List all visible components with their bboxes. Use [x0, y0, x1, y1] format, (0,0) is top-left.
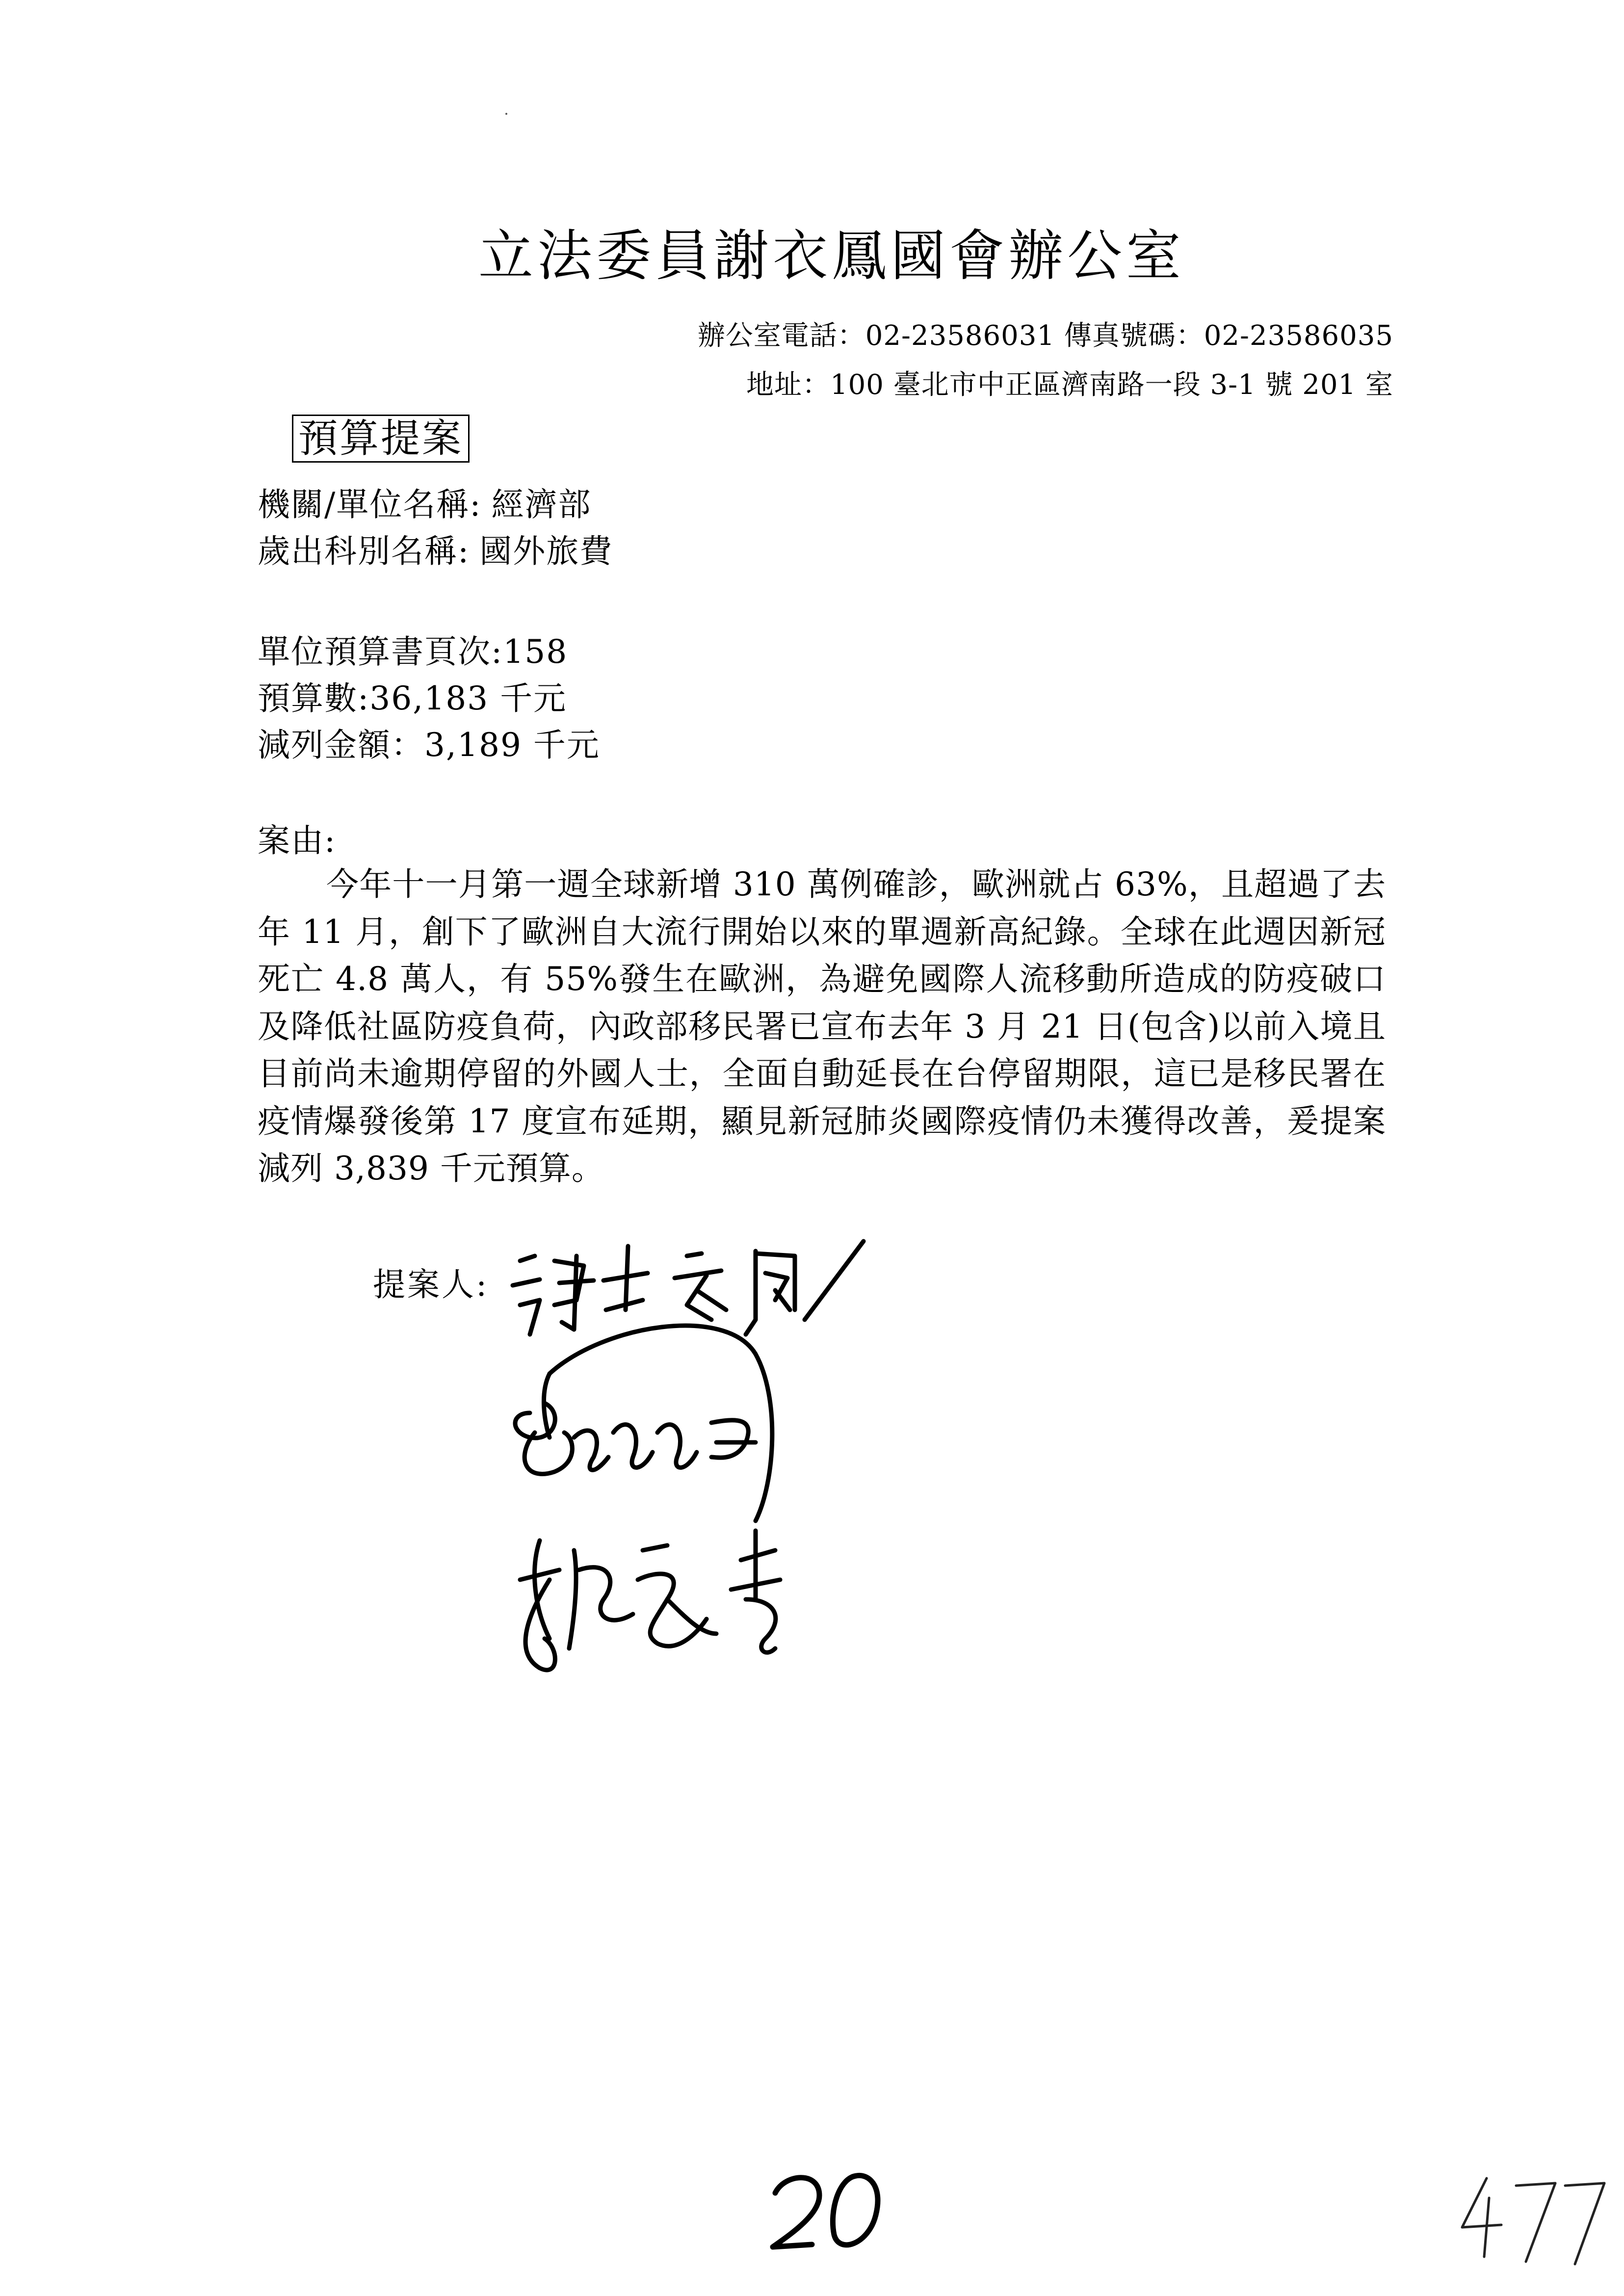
signature-2 — [515, 1326, 772, 1521]
agency-label: 機關/單位名稱: — [258, 486, 482, 523]
item-field — [258, 525, 613, 572]
address-line: 地址：100 臺北市中正區濟南路一段 3-1 號 201 室 — [746, 369, 1393, 401]
page-ref: 單位預算書頁次:158 — [258, 633, 568, 671]
item-label: 歲出科別名稱: — [258, 532, 470, 570]
corner-number-handwritten — [1452, 2168, 1609, 2267]
doc-type-box: 預算提案 — [292, 415, 470, 463]
handwritten-signatures — [481, 1226, 922, 1693]
reason-label: 案由: — [258, 822, 337, 860]
signature-3 — [520, 1531, 780, 1670]
contact-line: 辦公室電話：02-23586031 傳真號碼：02-23586035 — [697, 320, 1393, 352]
item-value: 國外旅費 — [479, 532, 613, 570]
agency-value: 經濟部 — [491, 486, 592, 523]
reason-text: 今年十一月第一週全球新增 310 萬例確診，歐洲就占 63%，且超過了去年 11 月，創下了歐洲自大流行開始以來的單週新高紀錄。全球在此週因新冠死亡 4.8 萬人，有 55%發生在歐洲，為避免國際人流移動所造成的防疫破口及降低社區防疫負荷，內政部移民署已宣布去年 3 月 21 日(包含)以前入境且目前尚未逾期停留的外國人士，全面自動延長在台停留期限，這已是移民署在疫情爆發後第 17 度宣布延期，顯見新冠肺炎國際疫情仍未獲得改善，爰提案減列 3,839 千元預算。 — [258, 865, 1386, 1187]
agency-field — [258, 478, 591, 525]
proposer-label: 提案人: — [373, 1266, 489, 1304]
signature-1 — [513, 1241, 864, 1334]
budget-amount: 預算數:36,183 千元 — [258, 679, 567, 717]
scan-speck — [505, 113, 507, 115]
cut-amount: 減列金額：3,189 千元 — [258, 726, 600, 764]
office-title: 立法委員謝衣鳳國會辦公室 — [478, 224, 1185, 288]
page-number-handwritten — [765, 2166, 893, 2254]
